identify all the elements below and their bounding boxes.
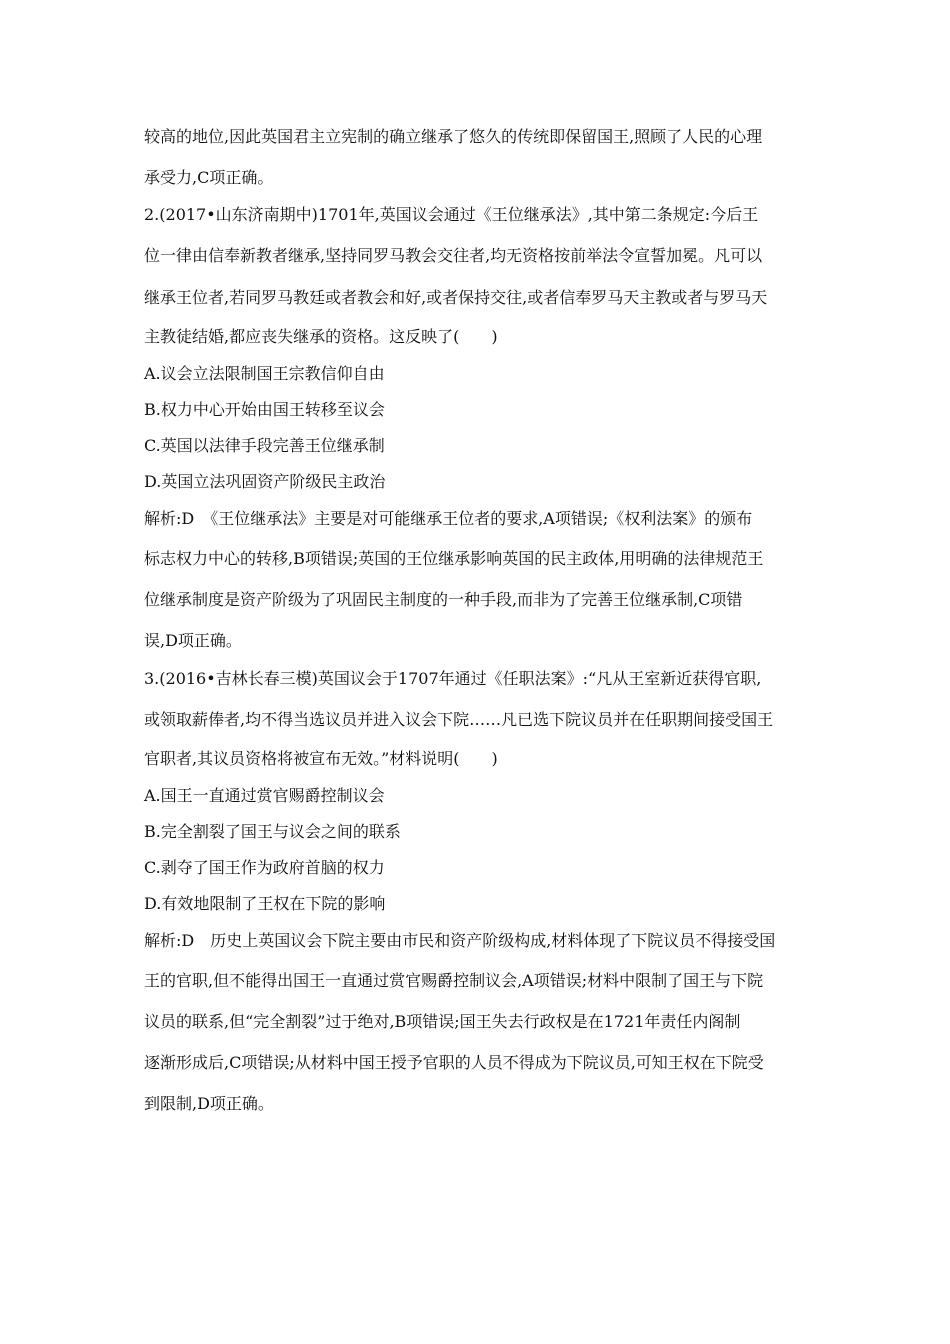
text-line: 较高的地位,因此英国君主立宪制的确立继承了悠久的传统即保留国王,照顾了人民的心理	[144, 127, 763, 146]
option-b: B.完全割裂了国王与议会之间的联系	[144, 822, 401, 841]
analysis-2: 解析:D 《王位继承法》主要是对可能继承王位者的要求,A项错误;《权利法案》的颁布	[144, 509, 753, 528]
option-a: A.国王一直通过赏官赐爵控制议会	[144, 786, 385, 805]
question-2-stem: 2.(2017•山东济南期中)1701年,英国议会通过《王位继承法》,其中第二条规定:今后王	[144, 205, 759, 224]
text-line: 议员的联系,但“完全割裂”过于绝对,B项错误;国王失去行政权是在1721年责任内阁制	[144, 1012, 741, 1031]
text-line: 位一律由信奉新教者继承,坚持同罗马教会交往者,均无资格按前举法令宣誓加冕。凡可以	[144, 246, 763, 265]
text-line: 标志权力中心的转移,B项错误;英国的王位继承影响英国的民主政体,用明确的法律规范王	[144, 549, 764, 568]
analysis-3: 解析:D 历史上英国议会下院主要由市民和资产阶级构成,材料体现了下院议员不得接受国	[144, 931, 776, 950]
text-line: 位继承制度是资产阶级为了巩固民主制度的一种手段,而非为了完善王位继承制,C项错	[144, 590, 743, 609]
option-b: B.权力中心开始由国王转移至议会	[144, 400, 385, 419]
option-d: D.有效地限制了王权在下院的影响	[144, 894, 386, 913]
option-c: C.剥夺了国王作为政府首脑的权力	[144, 858, 385, 877]
text-line: 逐渐形成后,C项错误;从材料中国王授予官职的人员不得成为下院议员,可知王权在下院受	[144, 1053, 764, 1072]
question-3-stem: 3.(2016•吉林长春三模)英国议会于1707年通过《任职法案》:“凡从王室新近获得官职,	[144, 669, 762, 688]
text-line: 承受力,C项正确。	[144, 168, 274, 187]
text-line: 主教徒结婚,都应丧失继承的资格。这反映了( )	[144, 327, 498, 346]
text-line: 王的官职,但不能得出国王一直通过赏官赐爵控制议会,A项错误;材料中限制了国王与下院	[144, 971, 764, 990]
text-line: 继承王位者,若同罗马教廷或者教会和好,或者保持交往,或者信奉罗马天主教或者与罗马天	[144, 288, 768, 307]
option-c: C.英国以法律手段完善王位继承制	[144, 436, 385, 455]
text-line: 或领取薪俸者,均不得当选议员并进入议会下院……凡已选下院议员并在任职期间接受国王	[144, 710, 774, 729]
option-a: A.议会立法限制国王宗教信仰自由	[144, 364, 385, 383]
text-line: 误,D项正确。	[144, 631, 242, 650]
option-d: D.英国立法巩固资产阶级民主政治	[144, 472, 386, 491]
text-line: 到限制,D项正确。	[144, 1094, 274, 1113]
text-line: 官职者,其议员资格将被宣布无效。”材料说明( )	[144, 749, 498, 768]
